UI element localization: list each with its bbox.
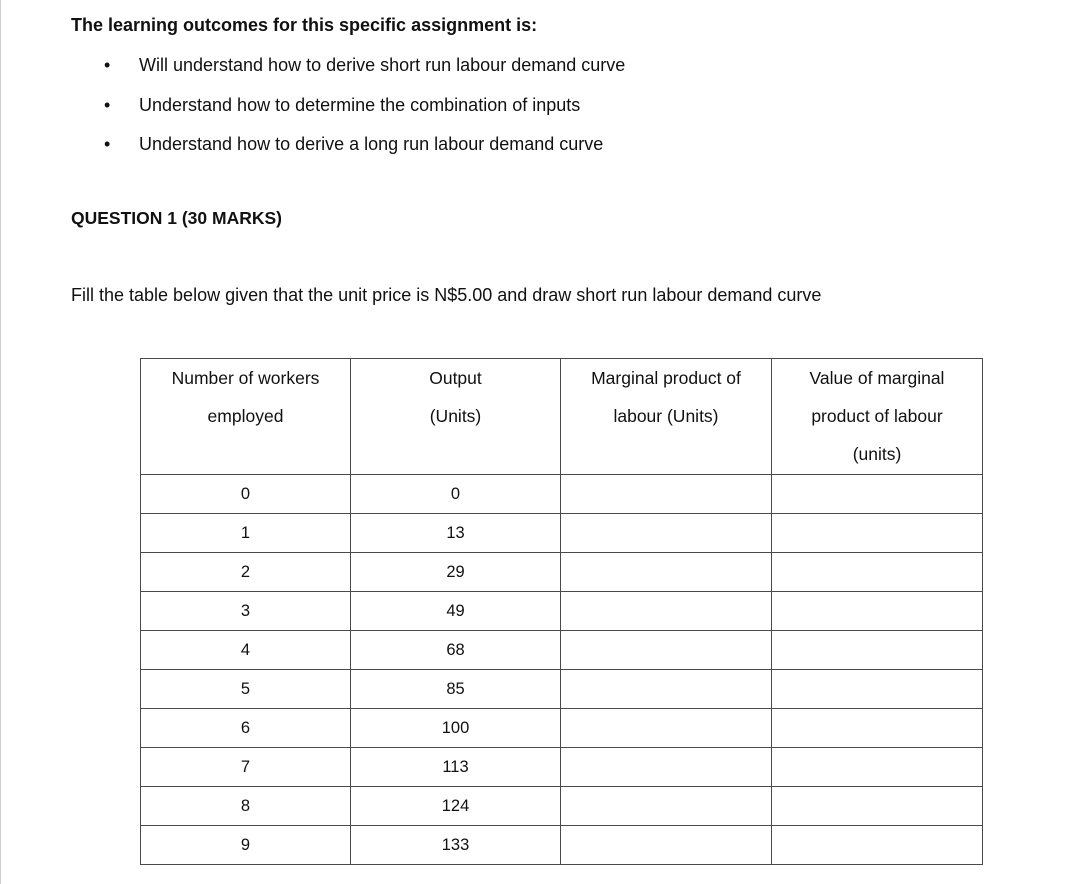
header-line: Value of marginal xyxy=(809,368,945,388)
cell-output: 85 xyxy=(351,670,561,709)
header-line: Marginal product of xyxy=(591,368,741,388)
table-row xyxy=(141,631,983,670)
cell-value-marginal-product[interactable] xyxy=(772,631,983,670)
cell-output: 113 xyxy=(351,748,561,787)
outcome-text: Understand how to derive a long run labour demand curve xyxy=(139,134,604,154)
cell-output: 133 xyxy=(351,826,561,865)
question-instruction: Fill the table below given that the unit price is N$5.00 and draw short run labour demand curve xyxy=(71,285,822,305)
header-line: (units) xyxy=(852,444,902,464)
cell-output: 0 xyxy=(351,475,561,514)
header-number-of-workers xyxy=(141,359,351,475)
cell-workers: 4 xyxy=(141,631,351,670)
learning-outcomes-heading: The learning outcomes for this specific assignment is: xyxy=(71,15,538,35)
cell-workers: 2 xyxy=(141,553,351,592)
cell-marginal-product[interactable] xyxy=(561,592,772,631)
table-row xyxy=(141,514,983,553)
cell-output: 13 xyxy=(351,514,561,553)
cell-workers: 1 xyxy=(141,514,351,553)
header-line: Output xyxy=(429,368,482,388)
table-row xyxy=(141,826,983,865)
table-row xyxy=(141,709,983,748)
cell-value-marginal-product[interactable] xyxy=(772,592,983,631)
header-line: labour (Units) xyxy=(613,406,719,426)
cell-workers: 6 xyxy=(141,709,351,748)
bullet-icon: • xyxy=(104,55,111,75)
cell-value-marginal-product[interactable] xyxy=(772,826,983,865)
question-title: QUESTION 1 (30 MARKS) xyxy=(71,208,282,228)
cell-marginal-product[interactable] xyxy=(561,787,772,826)
cell-marginal-product[interactable] xyxy=(561,826,772,865)
cell-value-marginal-product[interactable] xyxy=(772,748,983,787)
table-row xyxy=(141,670,983,709)
header-output xyxy=(351,359,561,475)
cell-workers: 7 xyxy=(141,748,351,787)
table-row xyxy=(141,787,983,826)
header-line: product of labour xyxy=(811,406,943,426)
cell-workers: 8 xyxy=(141,787,351,826)
cell-marginal-product[interactable] xyxy=(561,514,772,553)
cell-value-marginal-product[interactable] xyxy=(772,709,983,748)
labour-demand-table xyxy=(140,358,983,865)
table-row xyxy=(141,553,983,592)
table-row xyxy=(141,592,983,631)
cell-marginal-product[interactable] xyxy=(561,748,772,787)
cell-marginal-product[interactable] xyxy=(561,553,772,592)
header-line: Number of workers xyxy=(171,368,320,388)
cell-output: 100 xyxy=(351,709,561,748)
cell-output: 49 xyxy=(351,592,561,631)
cell-value-marginal-product[interactable] xyxy=(772,475,983,514)
cell-workers: 3 xyxy=(141,592,351,631)
cell-value-marginal-product[interactable] xyxy=(772,670,983,709)
cell-workers: 9 xyxy=(141,826,351,865)
cell-marginal-product[interactable] xyxy=(561,631,772,670)
cell-workers: 5 xyxy=(141,670,351,709)
cell-workers: 0 xyxy=(141,475,351,514)
cell-value-marginal-product[interactable] xyxy=(772,514,983,553)
cell-marginal-product[interactable] xyxy=(561,670,772,709)
header-line: (Units) xyxy=(429,406,482,426)
table-header-row xyxy=(141,359,983,475)
cell-output: 68 xyxy=(351,631,561,670)
cell-output: 124 xyxy=(351,787,561,826)
table-row xyxy=(141,475,983,514)
header-line: employed xyxy=(207,406,284,426)
header-value-of-marginal-product xyxy=(772,359,983,475)
bullet-icon: • xyxy=(104,134,111,154)
cell-marginal-product[interactable] xyxy=(561,709,772,748)
cell-value-marginal-product[interactable] xyxy=(772,787,983,826)
table-row xyxy=(141,748,983,787)
bullet-icon: • xyxy=(104,94,111,115)
header-marginal-product xyxy=(561,359,772,475)
cell-output: 29 xyxy=(351,553,561,592)
cell-marginal-product[interactable] xyxy=(561,475,772,514)
outcome-text: Understand how to determine the combination of inputs xyxy=(139,94,581,115)
cell-value-marginal-product[interactable] xyxy=(772,553,983,592)
outcome-text: Will understand how to derive short run labour demand curve xyxy=(139,55,626,75)
